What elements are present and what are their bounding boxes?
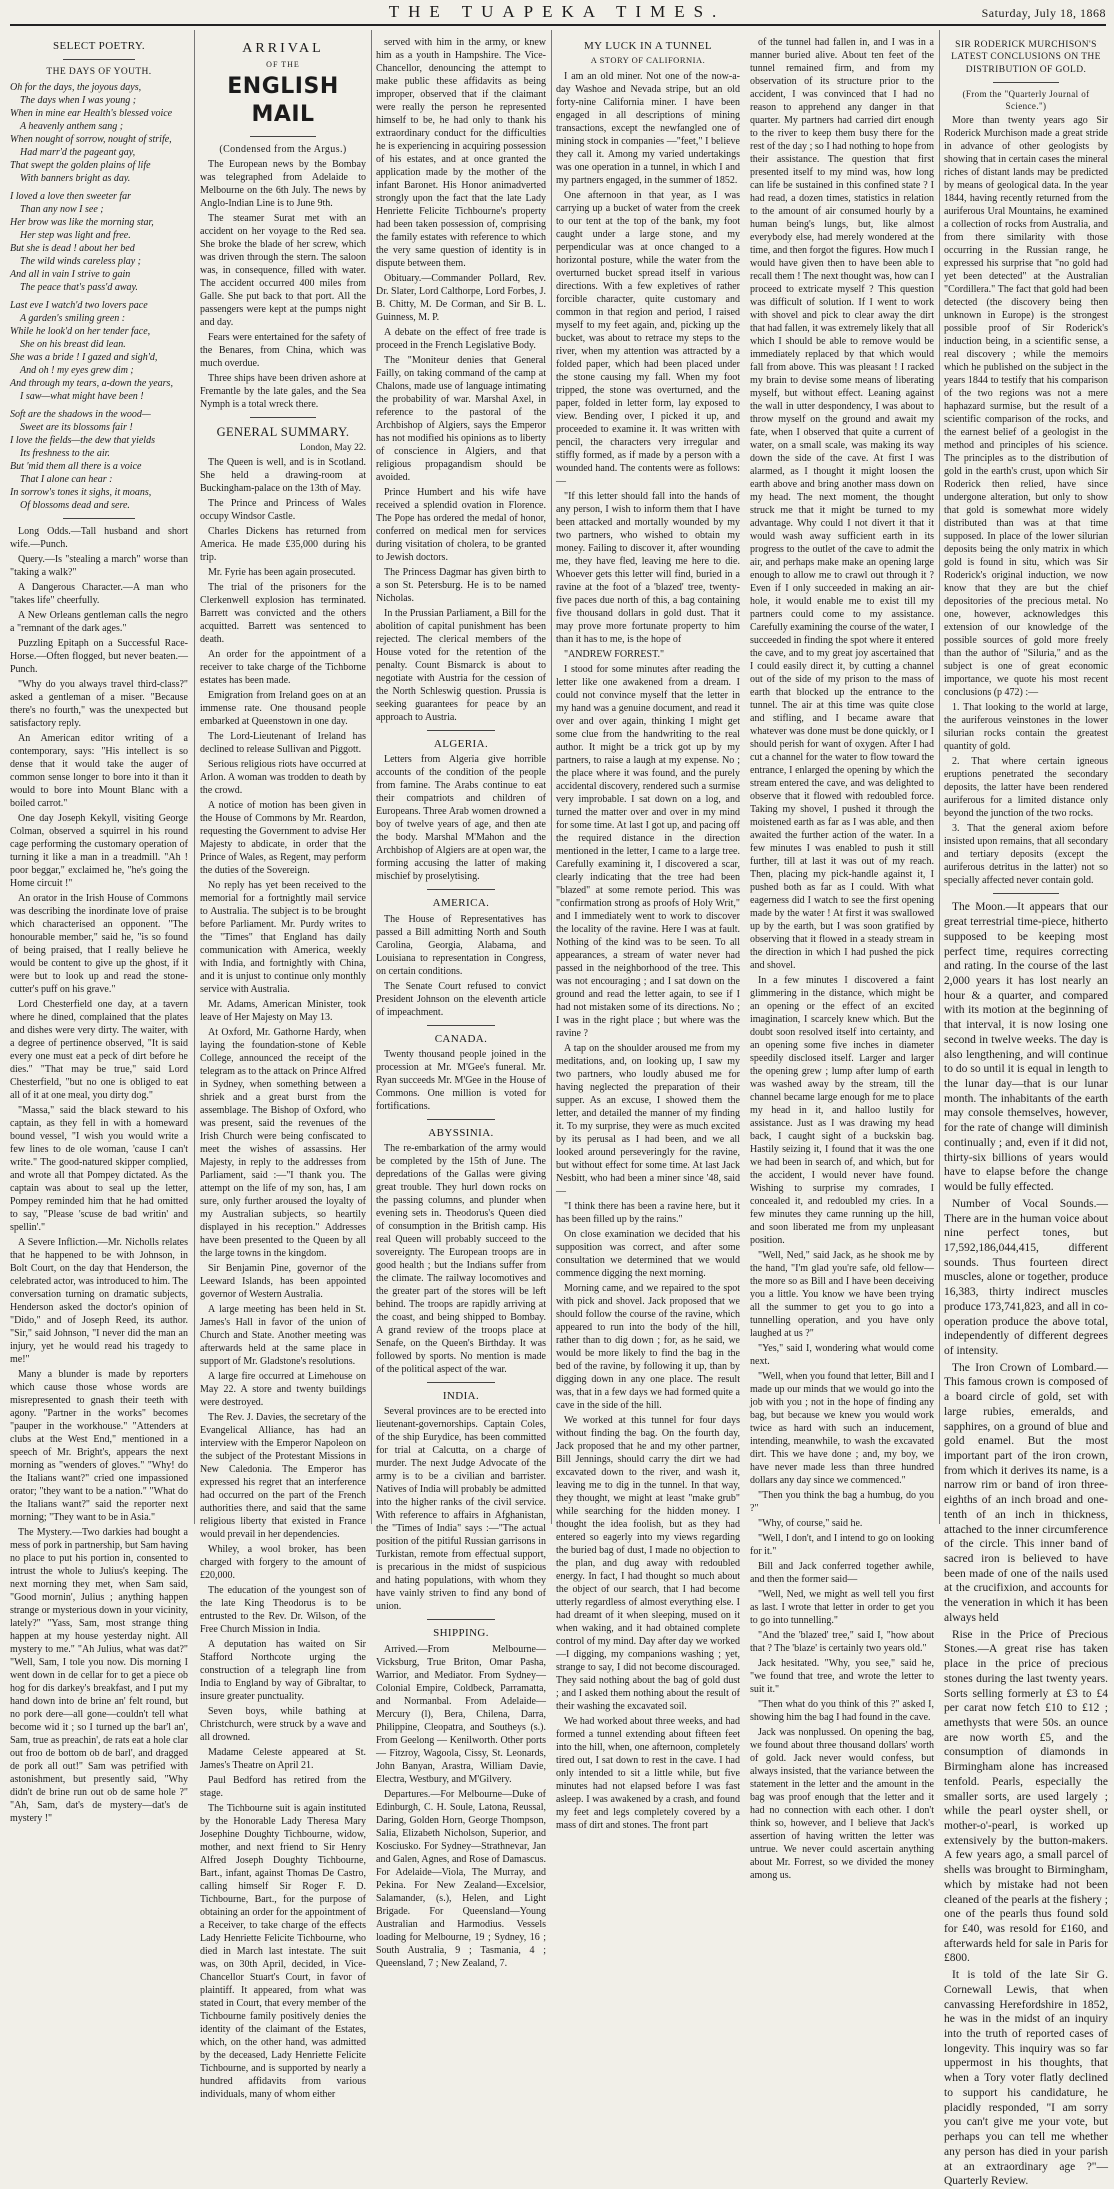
poem-line: Her brow was like the morning star, — [10, 216, 154, 228]
news-paragraph: The House of Representatives has passed a Bill admitting North and South Carolina, Georgia, Alabama, and Louisiana to representation in Congress, on certain conditions. — [376, 913, 546, 977]
english-mail-heading: ENGLISH MAIL — [227, 73, 339, 128]
joke-paragraph: An orator in the Irish House of Commons was describing the inordinate love of praise which characterised an opponent. "The honourable member," said he, "is so found of being praised, that I really believe he would be content to give up the ghost, if it were but to look up and read the stone-cutter's puff on his grave." — [10, 892, 188, 995]
murchison-title: SIR RODERICK MURCHISON'S LATEST CONCLUSIONS ON THE DISTRIBUTION OF GOLD. — [951, 40, 1101, 75]
joke-paragraph: An American editor writing of a contemporary, says: "His intellect is so dense that it would take the auger of common sense longer to bore into it than it would to bore into Mount Blanc with a boiled carrot." — [10, 732, 188, 809]
poem-line: Last eve I watch'd two lovers pace — [10, 299, 148, 311]
divider — [250, 136, 316, 137]
poem-line: That swept the golden plains of life — [10, 159, 151, 171]
divider — [427, 1119, 495, 1120]
news-paragraph: The Senate Court refused to convict President Johnson on the eleventh article of impeachment. — [376, 980, 546, 1018]
poem-stanza — [10, 299, 188, 403]
news-paragraph: The Princess Dagmar has given birth to a son St. Petersburg. He is to be named Nicholas. — [376, 567, 546, 604]
continued-summary — [376, 36, 546, 724]
poem-line: Her step was light and free. — [20, 229, 131, 241]
column-poetry-and-jokes — [10, 36, 188, 1824]
poem-line: Its freshness to the air. — [20, 447, 110, 459]
abyssinia-heading: ABYSSINIA. — [428, 1126, 494, 1139]
story-paragraph: "Why, of course," said he. — [758, 1518, 863, 1529]
news-paragraph: At Oxford, Mr. Gathorne Hardy, when laying the foundation-stone of Keble College, announced the receipt of the telegram as to the attack on Prince Alfred in Sydney, when something between a shriek and a great burst from the assemblage. The Bishop of Oxford, who was present, said the revenues of the Irish Church were being confiscated to meet the wishes of assassins. Her Majesty, in reply to the addresses from Parliament, said :—"I thank you. The attempt on the life of my son, has, I am sure, only further aroused the loyalty of my Australian subjects, so heartily displayed in his reception." Addresses have been presented to the Queen by all the large towns in the kingdom. — [200, 1027, 366, 1260]
news-paragraph: The Rev. J. Davies, the secretary of the Evangelical Alliance, has had an interview with the Emperor Napoleon on the subject of the Protestant Missions in New Caledonia. The Emperor has expressed his regret that an interference had occurred on the part of the French authorities there, and said that the same religious liberty that existed in France would prevail in her dependencies. — [200, 1412, 366, 1541]
story-paragraph: "Well, I don't, and I intend to go on looking for it." — [750, 1533, 934, 1557]
science-paragraph: 2. That where certain igneous eruptions penetrated the secondary deposits, the latter have been rendered auriferous for a limited distance only beyond the junction of the two rocks. — [944, 756, 1108, 820]
news-paragraph: The re-embarkation of the army would be completed by the 15th of June. The depredations of the Gallas were giving great trouble. They hurl down rocks on the passing columns, and plunder when evening sets in. Theodorus's Queen died of consumption in the British camp. His real Queen will probably succeed to the sovereignty. The European troops are in good health ; but the Indians suffer from the climate. The railway locomotives and the greater part of the stores will be left behind. The troops are rapidly arriving at the coast, and being shipped to Bombay. A grand review of the troops place at Senafe, on the Queen's Birthday. It was followed by sports. No mention is made of the political aspect of the war. — [376, 1143, 546, 1376]
news-paragraph: The education of the youngest son of the late King Theodorus is to be entrusted to the Rev. Dr. Wilson, of the Free Church Mission in India. — [200, 1585, 366, 1636]
poetry-section-heading: SELECT POETRY. — [53, 40, 145, 52]
joke-paragraph: A New Orleans gentleman calls the negro a "remnant of the dark ages." — [10, 609, 188, 634]
news-paragraph: An order for the appointment of a receiver to take charge of the Tichborne estates has been made. — [200, 649, 366, 687]
story-subtitle: A STORY OF CALIFORNIA. — [590, 55, 706, 66]
story-paragraph: Jack was nonplussed. On opening the bag, we found about three thousand dollars' worth of gold. Jack never would confess, but always insisted, that the variance between the statement in the letter and the amount in the bag was proof enough that the letter and it had no connection with each other. I don't think so, however, and I believe that Jack's assertion of having written the letter was untrue. We never could ascertain anything about Mr. Forrest, so we divided the money among us. — [750, 1727, 934, 1881]
news-paragraph: Whiley, a wool broker, has been charged with forgery to the amount of £20,000. — [200, 1544, 366, 1582]
joke-paragraph: Many a blunder is made by reporters which cause those whose words are misrepresented to gnash their teeth with agony. "Partner in the works" becomes "pauper in the workhouse." "Attenders at clubs at the West End," mentioned in a speech of Mr. Bright's, appears the next morning as "wenders of gloves." "Why! do the Italians want?" cried one impassioned orator; "they want to be a nation." "What do the Italians want?" said the reporter next morning; "They want to be in Asia." — [10, 1368, 188, 1523]
general-summary-article — [200, 456, 366, 2101]
poem-line: She was a bride ! I gazed and sigh'd, — [10, 351, 158, 363]
divider — [427, 1382, 495, 1383]
news-paragraph: Three ships have been driven ashore at Fremantle by the late gales, and the Sea Nymph is a total wreck there. — [200, 372, 366, 410]
story-paragraph: On close examination we decided that his supposition was correct, and after some consultation we determined that we would commence digging the next morning. — [556, 1229, 740, 1280]
story-left-column — [556, 36, 740, 1884]
miscellany-paragraph: It is told of the late Sir G. Cornewall Lewis, that when canvassing Herefordshire in 1852, he was in the midst of an inquiry into the truth of reported cases of longevity. This inquiry was so far uppermost in his thoughts, that when a Tory voter flatly declined to support his candidature, he placidly responded, "I am sorry you can't give me your vote, but perhaps you can tell me whether any person has died in your parish at an extraordinary age ?"—Quarterly Review. — [944, 1969, 1108, 2188]
news-paragraph: Mr. Fyrie has been again prosecuted. — [208, 567, 356, 579]
poem-line: I loved a love then sweeter far — [10, 190, 132, 202]
dateline: London, May 22. — [300, 443, 366, 454]
poem-line: She on his breast did lean. — [20, 338, 126, 350]
divider — [250, 417, 316, 418]
story-paragraph: I stood for some minutes after reading the letter like one awakened from a dream. I could not convince myself that the letter in my hand was a genuine document, and read it over and over again, thinking I might get some clue from the handwriting to the real author. It might be a trick got up by my partners, to raise a laugh at my expense. No ; the place where it was found, and the purely accidental discovery, rendered such a surmise very improbable. I sat down on a log, and turned the matter over and over in my mind for some time. At last I got up, and pacing off the required distance in the direction mentioned in the letter, I came to a large tree. Carefully examining it, I discovered a scar, clearly indicating that the tree had been "blazed" at some remote period. This was "confirmation strong as proofs of Holy Writ," and I immediately went to work to discover the locality of the ravine. Here I was at fault. Nothing of the kind was to be seen. To all appearances, a stream of water never had passed in the neighborhood of the tree. This was not encouraging ; and I sat down on the ground and read the letter again, to see if I had not mistaken some of its directions. No ; I was in the right place ; but where was the ravine ? — [556, 664, 740, 1040]
story-paragraph: "Yes," said I, wondering what would come next. — [750, 1343, 934, 1367]
column-divider — [194, 30, 195, 1524]
science-paragraph: 3. That the general axiom before insisted upon remains, that all secondary and tertiary deposits (except the auriferous detritus in the latter) not so specially affected never contain gold. — [944, 823, 1108, 887]
miscellany-paragraph: The Moon.—It appears that our great terrestrial time-piece, hitherto supposed to be keeping most perfect time, requires correcting and rating. In the course of the last 2,000 years it has lost nearly an hour & a quarter, and compared with its motion at the beginning of that interval, it is now losing one second in twelve weeks. The day is also lengthening, and will continue to do so until it is equal in length to the lunar day—that is our lunar month. The inhabitants of the earth may console themselves, however, for the rate of change will diminish continually ; and, even if it did not, thirty-six billions of years would have to elapse before the change would be fully effected. — [944, 901, 1108, 1194]
source-note: (Condensed from the Argus.) — [219, 143, 347, 155]
story-paragraph: I am an old miner. Not one of the now-a-day Washoe and Nevada stripe, but an old forty-nine California miner. I have been engaged in all descriptions of mining transactions, except the newfangled one of mining stock in companies —"feet," I believe they call it. Among my varied undertakings was one operation in a tunnel, in which I and my partners engaged, in the summer of 1852. — [556, 71, 740, 187]
canada-article — [376, 1048, 546, 1113]
column-divider — [551, 30, 552, 1524]
masthead — [0, 0, 1114, 26]
poem-line: The peace that's pass'd away. — [20, 281, 138, 293]
news-paragraph: The steamer Surat met with an accident on her voyage to the Red sea. She broke the blade of her screw, which was driven through the stern. The saloon was, in consequence, filled with water. The accident occurred 400 miles from Galle. She put back to that port. All the passengers were kept at the pumps night and day. — [200, 212, 366, 328]
news-paragraph: Arrived.—From Melbourne—Vicksburg, True Briton, Omar Pasha, Warrior, and Mediator. From Sydney—Colonial Empire, Coldbeck, Parramatta, and Normanbal. From Adelaide—Mercury (l), Bera, Chilena, Darra, Philippine, Cleopatra, and Southeys (s.). From Geelong — Kenilworth. Other ports — Fitzroy, Wagoola, Cissy, St. Leonards, John Banyan, Arastra, William Davie, Electra, Westbury, and M'Gilvery. — [376, 1643, 546, 1785]
poem-line: Soft are the shadows in the wood— — [10, 408, 151, 420]
joke-paragraph: A Dangerous Character.—A man who "takes life" cheerfully. — [10, 581, 188, 606]
news-paragraph: The Tichbourne suit is again instituted by the Honorable Lady Theresa Mary Josephine Doughty Tichbourne, widow, mother, and next friend to Sir Henry Alfred Joseph Doughty Tichbourne, Bart., infant, against Thomas De Castro, calling himself Sir Roger F. D. Tichbourne, Bart., for the purpose of obtaining an order for the appointment of a Receiver, to take charge of the effects Lady Henriette Felicite Tichbourne, who died in March last intestate. The suit was, on 30th April, decided, in Vice-Chancellor Stuart's Court, in favor of plaintiff. It appeared, from what was stated in Court, that every member of the Tichbourne family positively denies the identity of the claimant of the Estates, which, on the other hand, was admitted by the deceased, Lady Henriette Felicite Tichbourne, and is supported by nearly a hundred affidavits from various individuals, many of whom either — [200, 1803, 366, 2101]
news-paragraph: A large fire occurred at Limehouse on May 22. A store and twenty buildings were destroyed. — [200, 1371, 366, 1409]
column-divider — [939, 30, 940, 1524]
poem-line: That I alone can hear : — [20, 473, 113, 485]
science-paragraph: 1. That looking to the world at large, the auriferous veinstones in the lower silurian rocks contain the greatest quantity of gold. — [944, 702, 1108, 753]
miscellany-paragraph: The Iron Crown of Lombard.—This famous crown is composed of a board circle of gold, set with large rubies, emeralds, and sapphires, on a ground of blue and gold enamel. But the most important part of the iron crown, from which it derives its name, is a narrow rim or band of iron three-eighths of an inch broad and one-tenth of an inch in thickness, attached to the inner circumference of the circle. This inner band of sacred iron is believed to have been made of one of the nails used at the crucifixion, and accounts for the veneration in which it has been always held — [944, 1361, 1108, 1624]
news-paragraph: Paul Bedford has retired from the stage. — [200, 1775, 366, 1800]
poem-line: When nought of sorrow, nought of strife, — [10, 133, 172, 145]
news-paragraph: Obituary.—Commander Pollard, Rev. Dr. Slater, Lord Calthorpe, Lord Forbes, J. B. Chitty, M. De Corman, and Sir B. L. Guinness, M. P. — [376, 273, 546, 323]
abyssinia-article — [376, 1142, 546, 1376]
poem-line: Sweet are its blossoms fair ! — [20, 421, 133, 433]
india-article — [376, 1405, 546, 1613]
poem-line: A heavenly anthem sang ; — [20, 120, 124, 132]
story-paragraph: "Well, Ned," said Jack, as he shook me by the hand, "I'm glad you're safe, old fellow—the more so as Bill and I have been deceiving you a little. You know we have been trying all the summer to get you to go into a tunnelling operation, and you have only laughed at us ?" — [750, 1250, 934, 1339]
joke-paragraph: Puzzling Epitaph on a Successful Race-Horse.—Often flogged, but never beaten.—Punch. — [10, 637, 188, 675]
shipping-article — [376, 1643, 546, 1970]
story-paragraph: "Well, Ned, we might as well tell you first as last. I wrote that letter in order to get you to go into tunnelling." — [750, 1589, 934, 1626]
joke-paragraph: "Why do you always travel third-class?" asked a gentleman of a miser. "Because there's no fourth," was the unexpected but satisfactory reply. — [10, 678, 188, 729]
poem — [10, 81, 188, 512]
poem-line: With banners bright as day. — [20, 172, 131, 184]
algeria-article — [376, 753, 546, 883]
america-article — [376, 913, 546, 1019]
divider — [63, 518, 134, 519]
news-paragraph: The Lord-Lieutenant of Ireland has declined to release Sullivan and Piggott. — [200, 731, 366, 756]
poem-line: And oh ! my eyes grew dim ; — [20, 364, 134, 376]
news-paragraph: A large meeting has been held in St. James's Hall in favor of the union of Church and State. Another meeting was afterwards held at the same place in support of Mr. Gladstone's resolutions. — [200, 1304, 366, 1368]
divider — [63, 59, 134, 60]
news-paragraph: Madame Celeste appeared at St. James's Theatre on April 21. — [200, 1747, 366, 1772]
arrival-article — [200, 158, 366, 411]
story-paragraph: Bill and Jack conferred together awhile, and then the former said— — [750, 1561, 934, 1585]
news-paragraph: The trial of the prisoners for the Clerkenwell explosion has terminated. Barrett was convicted and the others acquitted. Barrett was sentenced to death. — [200, 582, 366, 646]
joke-paragraph: The Mystery.—Two darkies had bought a mess of pork in partnership, but Sam having no place to put his portion in, consented to intrust the whole to Julius's keeping. The next morning they met, when Sam said, "Good mornin', Julius ; anything happen strange or mysterious down in your vicinity, lately?" "Yass, Sam, most strange thing happen at my house yesterday night. All mystery to me." "Ah Julius, what was dat?" "Well, Sam, I tole you now. Dis morning I went down in de cellar for to get a piece ob hog for dis darkey's breakfast, and I put my hand down into de brine an' felt round, but no pork dere—all gone—couldn't tell what become wid it ; so I turned up the bar'l an', Sam, true as preachin', de rats eat a hole clar out froo de bottom ob de barl', and dragged de pork all out!" Sam was petrified with astonishment, but presently said, "Why didn't de brine run out ob de same hole ?" "Ah, Sam, dat's de mystery—dat's de mystery !" — [10, 1526, 188, 1824]
poem-line: I love the fields—the dew that yields — [10, 434, 155, 446]
algeria-heading: ALGERIA. — [433, 738, 489, 750]
divider — [427, 1619, 495, 1620]
story-paragraph: "Then you think the bag a humbug, do you ?" — [750, 1490, 934, 1514]
poem-stanza — [10, 81, 188, 185]
miscellany-paragraph: Rise in the Price of Precious Stones.—A great rise has taken place in the price of precious stones during the last twenty years. Sorts selling formerly at £3 to £4 per carat now fetch £10 to £12 ; amethysts that were 50s. an ounce are now worth £5, and the consumption of diamonds in Birmingham alone has increased tenfold. Pearls, especially the smaller sorts, are used largely ; while the pearl oyster shell, or mother-o'-pearl, is worked up extensively by the button-makers. A few years ago, a small parcel of shells was brought to Birmingham, which by mistake had not been cleaned of the pearls at the fishery ; one of the pearls thus found sold for £40, was resold for £160, and afterwards held for sale in Paris for £800. — [944, 1628, 1108, 1965]
joke-paragraph: One day Joseph Kekyll, visiting George Colman, observed a squirrel in his round cage performing the customary operation of turning it like a man in a treadmill. "Ah ! poor beggar," exclaimed he, "he's going the Home circuit !" — [10, 812, 188, 889]
joke-paragraph: Lord Chesterfield one day, at a tavern where he dined, complained that the plates and dishes were very dirty. The waiter, with a degree of pertinence observed, "It is said every one must eat a peck of dirt before he dies." "That may be true," said Lord Chesterfield, "but no one is obliged to eat all of it at one meal, you dirty dog." — [10, 998, 188, 1101]
story-paragraph: Morning came, and we repaired to the spot with pick and shovel. Jack proposed that we should follow the course of the ravine, which appeared to run into the body of the hill, rather than to dig down ; for, as he said, we would be more likely to find the bag in the bed of the ravine, by following it up, than by digging down in any one place. The result was, that in a few days we had formed quite a cave in the side of the hill. — [556, 1283, 740, 1412]
column-divider — [371, 30, 372, 1524]
arrival-heading: ARRIVAL — [242, 41, 324, 56]
poem-line: The wild winds careless play ; — [20, 255, 142, 267]
america-heading: AMERICA. — [432, 897, 490, 910]
news-paragraph: The European news by the Bombay was telegraphed from Adelaide to Melbourne on the 6th July. The news by Anglo-Indian Line is to June 9th. — [200, 158, 366, 209]
story-paragraph: "Then what do you think of this ?" asked I, showing him the bag I had found in the cave. — [750, 1699, 934, 1723]
news-paragraph: A debate on the effect of free trade is proceed in the French Legislative Body. — [376, 327, 546, 351]
news-paragraph: The "Moniteur denies that General Failly, on taking command of the camp at Chalons, made use of language intimating the probability of war. Marshal Axel, in reference to the pastoral of the Archbishop of Algiers, says the Emperor has not modified his opinions as to liberty of conscience in Algiers, and that religious propagandism should be avoided. — [376, 355, 546, 483]
poem-title: THE DAYS OF YOUTH. — [46, 67, 152, 78]
poem-line: And through my tears, a-down the years, — [10, 377, 173, 389]
murchison-source: (From the "Quarterly Journal of Science.") — [962, 89, 1090, 111]
poem-line: While he look'd on her tender face, — [10, 325, 151, 337]
news-paragraph: Several provinces are to be erected into lieutenant-governorships. Captain Coles, of the ship Eurydice, has been committed for trial at Calcutta, on a charge of murder. The next Judge Advocate of the army is to be a civilian and barrister. Natives of India will probably be admitted into the higher ranks of the civil service. With reference to affairs in Afghanistan, the "Times of India" says :—"The actual position of the pitiful Russian garrisons in Turkistan, remote from effectual support, is precarious in the midst of suspicious and hating populations, with whom they have vainly striven to find any bond of union. — [376, 1406, 546, 1613]
joke-paragraph: Query.—Is "stealing a march" worse than "taking a walk?" — [10, 553, 188, 578]
news-paragraph: served with him in the army, or knew him as a youth in Hampshire. The Vice-Chancellor, denouncing the attempt to make public these affidavits as being improper, observed that if the claimant were really the person he represented himself to be, he had only to thank his extraordinary conduct for the difficulties he is experiencing in acquiring possession of his estates, and at once granted the application made by the mother of the infant Baronet. His Honor animadverted strongly upon the fact that the late Lady Henriette Felicite Tichbourne's property had been taken possession of, comprising the family estates with reference to which the very same question of identity is in dispute between them. — [376, 37, 546, 269]
story-paragraph: One afternoon in that year, as I was carrying up a bucket of water from the creek to our tent at the top of the bank, my foot caught under a large stone, and my perpendicular was at once changed to a horizontal posture, while the water from the overturned bucket spread itself in various directions. With a few expletives of rather forcible character, quite customary and common in that region and period, I raised myself to my feet again, and, picking up the bucket, was about to retrace my steps to the river, when my attention was attracted by a folded paper, which had been placed under the stone causing my fall. When my foot tripped, the stone was overturned, and the paper, folded in letter form, lay exposed to view. Bending over, I picked it up, and proceeded to examine it. It was written with pencil, the characters very irregular and stiffly formed, as if made by a person with a wounded hand. The contents were as follows:— — [556, 190, 740, 488]
story-title: MY LUCK IN A TUNNEL — [584, 40, 712, 52]
general-summary-heading: GENERAL SUMMARY. — [216, 424, 350, 439]
poem-line: But she is dead ! about her bed — [10, 242, 135, 254]
masthead-date: Saturday, July 18, 1868 — [981, 6, 1106, 20]
divider — [993, 82, 1059, 83]
news-paragraph: Departures.—For Melbourne—Duke of Edinburgh, C. H. Soule, Latona, Reussal, Daring, Golden Horn, George Thompson, Salia, Elizabeth Nicholson, Superior, and Kosciusko. For Sydney—Strathnevar, Jan and Galen, Agnes, and Rose of Damascus. For Adelaide—Viola, The Murray, and Pekina. For New Zealand—Excelsior, Salamander, (s.), Helen, and Light Brigade. For Queensland—Young Australian and Harmodius. Vessels loading for Melbourne, 19 ; Sydney, 16 ; South Australia, 9 ; Tasmania, 4 ; Queensland, 7 ; New Zealand, 7. — [376, 1788, 546, 1969]
story-paragraph: We worked at this tunnel for four days without finding the bag. On the fourth day, Jack proposed that he and my other partner, Bill Jennings, should carry the dirt we had excavated down to the river, and wash it, leaving me to dig in the tunnel. In that way, they thought, we might at least "make grub" while searching for the hidden money. I thought the idea foolish, but as they had entered so eagerly into my views regarding the buried bag of dust, I made no objection to the plan, and dug away with redoubled energy. In fact, I had thought so much about the object of our search, that I had become utterly regardless of almost everything else. I had dreamt of it when sleeping, mused on it when waking, and it had obtained complete control of my mind. Day after day we worked—I digging, my companions washing ; yet, strange to say, I did not become discouraged. They said nothing about the bag of gold dust ; and I asked them nothing about the result of their washing the excavated soil. — [556, 1415, 740, 1713]
news-paragraph: Charles Dickens has returned from America. He made £35,000 during his trip. — [200, 526, 366, 564]
news-paragraph: A deputation has waited on Sir Stafford Northcote urging the construction of a telegraph line from India to England by way of Gibraltar, to insure greater punctuality. — [200, 1639, 366, 1703]
jokes-section — [10, 525, 188, 1825]
poem-stanza — [10, 408, 188, 512]
news-paragraph: Prince Humbert and his wife have received a splendid ovation in Florence. The Pope has ordered the medal of honor, conferred on medical men for services during visitation of cholera, to be granted to Jewish doctors. — [376, 487, 546, 563]
news-paragraph: No reply has yet been received to the memorial for a fortnightly mail service to Australia. The subject is to be brought before Parliament. Mr. Purdy writes to the "Times" that England has daily communication with America, weekly with India, and fortnightly with China, and it is unjust to continue only monthly service with Australia. — [200, 880, 366, 996]
news-paragraph: Sir Benjamin Pine, governor of the Leeward Islands, has been appointed governor of Western Australia. — [200, 1263, 366, 1301]
murchison-article — [944, 114, 1108, 887]
news-paragraph: Emigration from Ireland goes on at an immense rate. One thousand people embarked at Queenstown in one day. — [200, 690, 366, 728]
news-paragraph: Twenty thousand people joined in the procession at Mr. M'Gee's funeral. Mr. Ryan succeeds Mr. M'Gee in the House of Commons. One million is voted for fortifications. — [376, 1048, 546, 1112]
science-paragraph: More than twenty years ago Sir Roderick Murchison made a great stride in advance of other geologists by showing that in certain cases the mineral riches of distant lands may be predicted by means of geological data. In the year 1844, having recently returned from the auriferous Ural Mountains, he examined a collection of rocks from Australia, and from there similarity with those occurring in the Russian range, he expressed his surprise that "no gold had yet been detected" at the Australian "Cordillera." The fact that gold had been detected (the discovery being then unknown in Europe) is the strongest possible proof of Sir Roderick's induction being, in a scientific sense, a real discovery ; while the memoirs which he published on the subject in the years 1844 to testify that his comparison of the two regions was not a mere haphazard surmise, but the result of a scientific comparison of the rocks, and the earnest belief of a geologist in the method and principles of his science. The principles as to the distribution of gold in the earth's crust, upon which Sir Roderick then relied, have since undergone alteration, but only to show that gold is somewhat more widely distributed than was at that time supposed. In place of the lower silurian deposits being the only matrix in which gold is found in situ, which was Sir Roderick's original induction, we now know that they are but the chief depositories of the precious metal. No one, however, acknowledges this extension of our knowledge of the possible sources of gold more freely than the author of "Siluria," and as the subject is one of great economic importance, we quote his most recent conclusions (p 472) :— — [944, 115, 1108, 699]
story-right-column — [750, 36, 934, 1884]
column-story — [556, 36, 934, 1881]
story-paragraph: In a few minutes I discovered a faint glimmering in the distance, which might be an opening or the effect of an excited imagination, I scarcely knew which. But the doubt soon resolved itself into certainty, and an opening some five inches in diameter speedily disclosed itself. Larger and larger the opening grew ; lump after lump of earth was washed away by the stream, till the channel became large enough for me to place my head in it, and halloo lustily for assistance. Just as I was drawing my head back, I caught sight of a buckskin bag. Hastily seizing it, I found that it was the one we had been in search of, and which, but for the accident, I would never have found. Wishing to surprise my comrades, I concealed it, and redoubled my cries. In a few minutes they came running up the hill, and soon liberated me from my unpleasant position. — [750, 975, 934, 1246]
poem-line: When in mine ear Health's blessed voice — [10, 107, 173, 119]
poem-line: Than any now I see ; — [20, 203, 104, 215]
news-paragraph: Fears were entertained for the safety of the Benares, from China, which was much overdue. — [200, 331, 366, 369]
news-paragraph: In the Prussian Parliament, a Bill for the abolition of capital punishment has been rejected. The clerical members of the House voted for the retention of the penalty. Count Bismarck is about to negotiate with Austria for the cession of the North Schleswig question. Prussia is seeking guarantees for peace by an approach to Austria. — [376, 608, 546, 723]
miscellany-article — [944, 900, 1108, 2189]
news-paragraph: Letters from Algeria give horrible accounts of the condition of the people from famine. The Arabs continue to eat their compatriots and children of Europeans. Three Arab women drowned a boy of twelve years of age, and then ate the body. Marshal M'Mahon and the Archbishop of Algiers are at open war, the forming accusing the latter of making mischief by proselytising. — [376, 754, 546, 883]
poem-line: I saw—what might have been ! — [20, 390, 144, 402]
news-paragraph: A notice of motion has been given in the House of Commons by Mr. Reardon, requesting the Government to advise Her Majesty to abdicate, in order that the Prince of Wales, as Regent, may perform the duties of the Sovereign. — [200, 800, 366, 877]
column-english-mail — [200, 36, 366, 2101]
column-foreign-news — [376, 36, 546, 1969]
masthead-rule — [10, 24, 1106, 26]
joke-paragraph: "Massa," said the black steward to his captain, as they fell in with a homeward bound vessel, "I wish you would write a few lines to de ole woman, 'cause I can't write." The good-natured skipper complied, and wrote all that Pompey dictated. As the captain was about to seal up the letter, Pompey reminded him that he had omitted to say, "Please 'scuse de bad writin' and spellin'." — [10, 1104, 188, 1233]
divider — [993, 893, 1059, 894]
shipping-heading: SHIPPING. — [433, 1627, 489, 1640]
poem-line: And all in vain I strive to gain — [10, 268, 131, 280]
poem-stanza — [10, 190, 188, 294]
story-paragraph: Jack hesitated. "Why, you see," said he, "we found that tree, and wrote the letter to suit it." — [750, 1658, 934, 1695]
poem-line: Of blossoms dead and sere. — [20, 499, 130, 511]
divider — [427, 1025, 495, 1026]
miscellany-paragraph: Number of Vocal Sounds.—There are in the human voice about nine perfect tones, but 17,592,186,044,415, different sounds. Thus fourteen direct muscles, alone or together, produce 16,383, thirty indirect muscles produce 173,741,823, and all in co-operation produce the above total, independently of different degrees of intensity. — [944, 1197, 1108, 1357]
news-paragraph: The Prince and Princess of Wales occupy Windsor Castle. — [200, 498, 366, 523]
canada-heading: CANADA. — [434, 1032, 488, 1045]
poem-line: In sorrow's tones it sighs, it moans, — [10, 486, 152, 498]
story-paragraph: of the tunnel had fallen in, and I was in a manner buried alive. About ten feet of the tunnel remained firm, and from my observation of its structure prior to the accident, I was convinced that I had no reason to apprehend any danger in that quarter. My partners had carried dirt enough to the river to keep them busy there for the rest of the day ; so I had nothing to hope from their assistance. The question that first presented itself to my mind was, how long can life be sustained in this confined state ? I had read, a dozen times, statistics in relation to the amount of air consumed hourly by a human being's lungs, but, like almost everybody else, had merely wondered at the time, and then forgot the figures. How much I would have given then to have been able to recall them ! The next thought was, how can I proceed to extricate myself ? This question was difficult of solution. If I went to work with shovel and pick to clear away the dirt that had fallen, it was extremely likely that all which I should be able to remove would be immediately replaced by that which would fall from above. This was pleasant ! I racked my brain to devise some means of liberating myself, but without effect. Leaning against the wall in utter despondency, I was about to throw myself on the ground and await my fate, when I observed that quite a current of water, on a small scale, was making its way down the side of the cave. At first I was alarmed, as I thought it might loosen the earth above and bring another mass down on my head. The next moment, the thought struck me that it might be turned to my advantage. Why could I not divert it that it would wash away sufficient earth in its progress to the outlet of the cave to admit the air, and perhaps make make an opening large enough to allow me to crawl out through it ? Even if I only succeeded in making an air-hole, it would enable me to exist till my partners could come to my assistance. Carefully examining the course of the water, I succeeded in finding the spot where it entered the cave, and to my great joy ascertained that I could easily direct it, by cutting a channel out of the side of my prison to the mass of earth that blocked up the entrance to the tunnel. The air at this time was quite close and stifling, and I became aware that whatever was done must be done quickly, or I should perish for want of oxygen. After I had cut a channel for the water to flow toward the entrance, I enlarged the opening by which the stream entered the cave, and was delighted to observe that it flowed with redoubled force. Taking my shovel, I pushed it through the moistened earth as far as I was able, and then awaited the further action of the water. In a few minutes I was enabled to push it still further, till at last it was out of my reach. Then, placing my pick-handle against it, I pushed both as far as I could. With what eagerness did I watch to see the first opening made by the water ! At first it was swallowed up by the earth, but I was soon gratified by observing that it flowed in a steady stream in the direction in which I had pushed the pick and shovel. — [750, 37, 934, 971]
story-paragraph: A tap on the shoulder aroused me from my meditations, and, on looking up, I saw my two partners, who loudly abused me for having neglected the preparation of their supper. As an excuse, I showed them the letter, and detailed the manner of my finding it. To my surprise, they were as much excited by its perusal as I had been, and we all looked around perseveringly for the ravine, but without effect for some time. At last Jack Nesbitt, who had been a miner since '48, said— — [556, 1043, 740, 1198]
news-paragraph: Mr. Adams, American Minister, took leave of Her Majesty on May 13. — [200, 999, 366, 1024]
divider — [427, 889, 495, 890]
story-text-left — [556, 70, 740, 1832]
poem-line: Had marr'd the pageant gay, — [20, 146, 136, 158]
story-paragraph: "If this letter should fall into the hands of any person, I wish to inform them that I have been attacked and mortally wounded by my two partners, who wished to obtain my money. Failing to discover it, after wounding me, they have fled, leaving me here to die. Whoever gets this letter will find, buried in a ravine at the foot of a 'blazed' tree, twenty-five paces due north of this, a bag containing five thousand dollars in gold dust. That it may prove more fortunate property to him than it has to me, is the hope of — [556, 491, 740, 646]
story-paragraph: We had worked about three weeks, and had formed a tunnel extending about fifteen feet into the hill, when, one afternoon, completely tired out, I sat down to rest in the cave. I had only intended to sit a little while, but five minutes had not elapsed before I was fast asleep. I was awakened by a crash, and found my feet and legs completely covered by a mass of dirt and stones. The front part — [556, 1716, 740, 1832]
poem-line: Oh for the days, the joyous days, — [10, 81, 142, 93]
news-paragraph: Serious religious riots have occurred at Arlon. A woman was trodden to death by the crowd. — [200, 759, 366, 797]
arrival-of-the: OF THE — [266, 60, 300, 70]
news-paragraph: Seven boys, while bathing at Christchurch, were struck by a wave and all drowned. — [200, 1706, 366, 1744]
joke-paragraph: Long Odds.—Tall husband and short wife.—Punch. — [10, 525, 188, 550]
poem-line: The days when I was young ; — [20, 94, 137, 106]
divider — [427, 730, 495, 731]
poem-line: But 'mid them all there is a voice — [10, 460, 142, 472]
story-paragraph: "I think there has been a ravine here, but it has been filled up by the rains." — [556, 1201, 740, 1226]
story-paragraph: "ANDREW FORREST." — [564, 649, 665, 661]
poem-line: A garden's smiling green : — [20, 312, 126, 324]
india-heading: INDIA. — [442, 1390, 480, 1403]
story-text-right — [750, 36, 934, 1882]
joke-paragraph: A Severe Infliction.—Mr. Nicholls relates that he happened to be with Johnson, in Bolt Court, on the day that Henderson, the celebrated actor, was introduced to him. The conversation turning on dramatic subjects, Henderson asked the doctor's opinion of "Dido," and of Joseph Reed, its author. "Sir," said Johnson, "I never did the man an injury, yet he would read his tragedy to me!" — [10, 1236, 188, 1365]
news-paragraph: The Queen is well, and is in Scotland. She held a drawing-room at Buckingham-palace on the 13th of May. — [200, 457, 366, 495]
column-science — [944, 36, 1108, 2188]
story-paragraph: "And the 'blazed' tree," said I, "how about that ? The 'blaze' is certainly two years old." — [750, 1630, 934, 1654]
story-paragraph: "Well, when you found that letter, Bill and I made up our minds that we would go into the job with you ; not in the hope of finding any bag, but because we knew you would work twice as hard with such an inducement, intending, meanwhile, to wash the excavated dirt. This we have done ; and, my boy, we have never made less than three hundred dollars any day since we commenced." — [750, 1371, 934, 1486]
masthead-title: THE TUAPEKA TIMES. — [388, 2, 726, 21]
